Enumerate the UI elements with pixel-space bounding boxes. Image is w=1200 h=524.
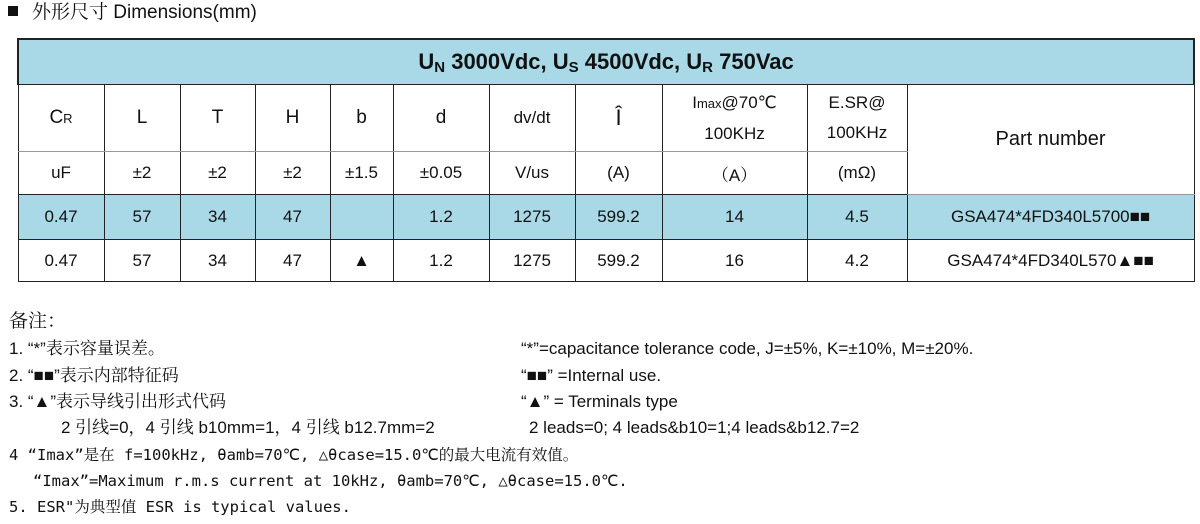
note-3-sub-cn: 2 引线=0，4 引线 b10mm=1，4 引线 b12.7mm=2 <box>61 418 435 437</box>
table-cell: ▲ <box>330 240 393 282</box>
unit-cell: (A) <box>575 152 662 195</box>
unit-cell: ±1.5 <box>330 152 393 195</box>
header-h: H <box>255 85 330 152</box>
note-5: 5. ESR"为典型值 ESR is typical values. <box>9 498 351 516</box>
table-row <box>18 195 1194 240</box>
table-cell: 4.5 <box>807 195 907 240</box>
part-number-cell: GSA474*4FD340L5700■■ <box>907 195 1194 240</box>
unit-cell: (mΩ) <box>807 152 907 195</box>
header-cr: CR <box>18 85 104 152</box>
table-cell: 0.47 <box>18 240 104 282</box>
header-ihat: Î <box>575 85 662 152</box>
unit-cell: ±2 <box>104 152 180 195</box>
square-bullet-icon <box>8 6 18 16</box>
table-cell <box>330 195 393 240</box>
notes-title: 备注： <box>9 311 67 332</box>
note-3-en: “▲” = Terminals type <box>521 392 678 411</box>
note-1-en: “*”=capacitance tolerance code, J=±5%, K=±10%, M=±20%. <box>521 339 974 358</box>
table-cell: 1275 <box>489 240 575 282</box>
table-cell: 34 <box>180 240 255 282</box>
note-4-cn: 4 “Imax”是在 f=100kHz, θamb=70℃, △θcase=15.0℃的最大电流有效值。 <box>9 446 579 464</box>
header-part-number: Part number <box>907 85 1194 195</box>
unit-cell: uF <box>18 152 104 195</box>
table-cell: 14 <box>662 195 807 240</box>
header-l: L <box>104 85 180 152</box>
unit-cell: ±0.05 <box>393 152 489 195</box>
section-heading <box>8 2 257 24</box>
header-b: b <box>330 85 393 152</box>
table-cell: 16 <box>662 240 807 282</box>
note-3-sub-en: 2 leads=0; 4 leads&b10=1;4 leads&b12.7=2 <box>529 418 860 437</box>
header-imax: Imax@70℃ 100KHz <box>662 85 807 152</box>
voltage-rating-title: $U_N$ 3000Vdc, $U_S$ 4500Vdc, $U_R$ 750Vac <box>18 39 1194 85</box>
table-cell: 47 <box>255 195 330 240</box>
table-cell: 1275 <box>489 195 575 240</box>
note-2-cn: 2. “■■”表示内部特征码 <box>9 366 179 385</box>
dimensions-table <box>17 38 1195 282</box>
note-3-cn: 3. “▲”表示导线引出形式代码 <box>9 392 227 411</box>
note-4-en: “Imax”=Maximum r.m.s current at 10kHz, θamb=70℃, △θcase=15.0℃. <box>33 472 628 490</box>
unit-cell: V/us <box>489 152 575 195</box>
table-cell: 0.47 <box>18 195 104 240</box>
part-number-cell: GSA474*4FD340L570▲■■ <box>907 240 1194 282</box>
table-cell: 47 <box>255 240 330 282</box>
table-title-row <box>18 39 1194 85</box>
table-cell: 4.2 <box>807 240 907 282</box>
unit-cell: ±2 <box>255 152 330 195</box>
table-cell: 1.2 <box>393 240 489 282</box>
note-2-en: “■■” =Internal use. <box>521 366 662 385</box>
header-t: T <box>180 85 255 152</box>
header-dvdt: dv/dt <box>489 85 575 152</box>
table-cell: 1.2 <box>393 195 489 240</box>
unit-cell: ±2 <box>180 152 255 195</box>
table-row <box>18 240 1194 282</box>
table-cell: 57 <box>104 240 180 282</box>
header-esr: E.SR@ 100KHz <box>807 85 907 152</box>
header-d: d <box>393 85 489 152</box>
header-row <box>18 85 1194 152</box>
note-1-cn: 1. “*”表示容量误差。 <box>9 339 165 358</box>
heading-text: 外形尺寸 Dimensions(mm) <box>32 2 257 23</box>
table-cell: 599.2 <box>575 195 662 240</box>
table-cell: 599.2 <box>575 240 662 282</box>
unit-cell: （A） <box>662 152 807 195</box>
table-cell: 57 <box>104 195 180 240</box>
table-cell: 34 <box>180 195 255 240</box>
